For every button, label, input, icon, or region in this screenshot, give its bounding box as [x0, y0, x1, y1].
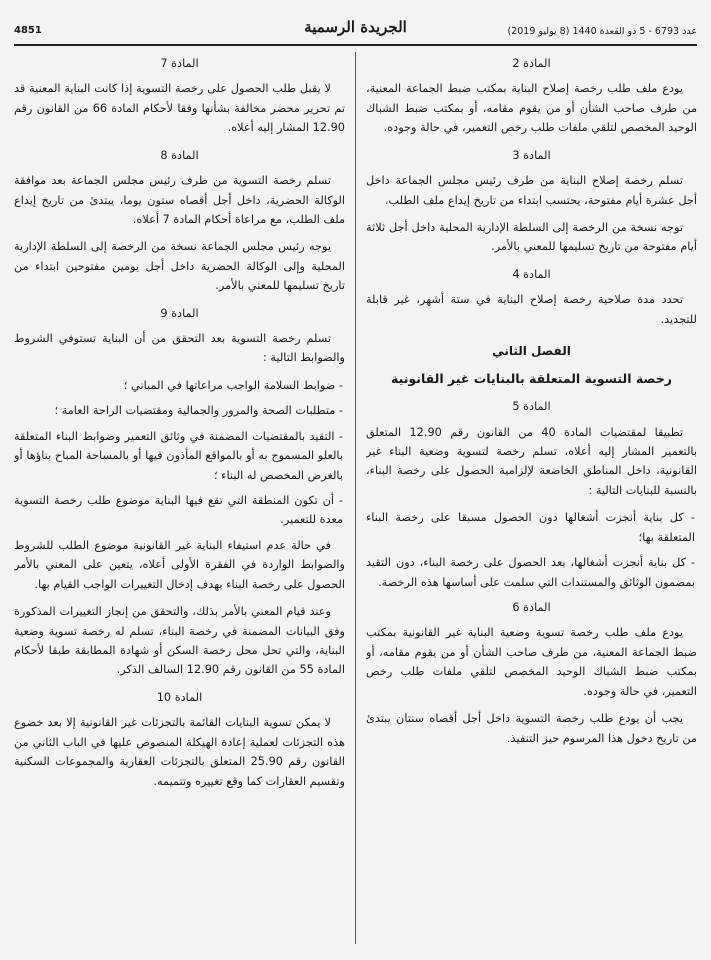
article-10-title: المادة 10 [156, 690, 203, 704]
article-3-text-2: توجه نسخة من الرخصة إلى السلطة الإدارية المحلية داخل أجل ثلاثة أيام مفتوحة من تاريخ تسليمها للمعني بالأمر. [366, 220, 697, 254]
journal-title: الجريدة الرسمية [304, 18, 407, 36]
page-number: 4851 [14, 25, 42, 36]
article-3-text-1: تسلم رخصة إصلاح البناية من طرف رئيس مجلس الجماعة داخل أجل عشرة أيام مفتوحة، يحتسب ابتداء من تاريخ إيداع ملف الطلب. [366, 174, 697, 207]
article-10-text: لا يمكن تسوية البنايات القائمة بالتجزئات غير القانونية إلا بعد خضوع هذه التجزئات لعملية إعادة الهيكلة المنصوص عليها في الباب الثاني من القانون رقم 25.90 المتعلق بالتجزئات العقارية والمجموعات السكنية وتقسيم العقارات كما وقع تغييره وتتميمه. [14, 716, 345, 788]
article-7-title: المادة 7 [160, 57, 199, 70]
article-2-text: يودع ملف طلب رخصة إصلاح البناية بمكتب ضبط الجماعة المعنية، من طرف صاحب الشأن أو من يقوم مقامه، أو بمكتب ضبط الشباك الوحيد المخصص لتلقي ملفات طلب رخص التعمير، في حالة وجوده. [366, 82, 697, 135]
article-7-text: لا يقبل طلب الحصول على رخصة التسوية إذا كانت البناية المعنية قد تم تحرير محضر مخالفة بشأنها وفقا لأحكام المادة 66 من القانون رقم 12.90 المشار إليه أعلاه. [14, 82, 345, 135]
column-divider [355, 52, 356, 944]
article-9-text-2: في حالة عدم استيفاء البناية غير القانونية موضوع الطلب للشروط والضوابط الواردة في الفقرة الأولى أعلاه، يتعين على المعني بالأمر الحصول على رخصة البناء بهدف إدخال التغييرات الواجب القيام بها. [14, 538, 345, 591]
article-5-title: المادة 5 [512, 400, 551, 414]
chapter-title: رخصة التسوية المتعلقة بالبنايات غير القانونية [391, 370, 672, 386]
article-6-title: المادة 6 [512, 600, 551, 614]
article-9-text-3: وعند قيام المعني بالأمر بذلك، والتحقق من إنجاز التغييرات المذكورة وفق البيانات المضمنة في رخصة البناء، تسلم له رخصة تسوية وضعية البناية، والتي تحل محل رخصة السكن أو شهادة المطابقة طبقا لأحكام المادة 55 من القانون رقم 12.90 السالف الذكر. [14, 605, 345, 677]
article-4-title: المادة 4 [512, 267, 551, 281]
chapter-heading: الفصل الثاني [492, 344, 571, 359]
article-8-text-2: يوجه رئيس مجلس الجماعة نسخة من الرخصة إلى السلطة الإدارية المحلية وإلى الوكالة الحضرية داخل أجل يومين مفتوحين ابتداء من تاريخ تسليمها للمعني بالأمر. [14, 240, 345, 293]
article-6-text-2: يجب أن يودع طلب رخصة التسوية داخل أجل أقصاه سنتان يبتدئ من تاريخ دخول هذا المرسوم حيز التنفيذ. [366, 712, 697, 745]
article-9-text-1: تسلم رخصة التسوية بعد التحقق من أن البناية تستوفي الشروط والضوابط التالية : [14, 332, 345, 365]
right-column [366, 52, 697, 950]
article-3-title: المادة 3 [512, 148, 551, 162]
article-9-bullet-1: - ضوابط السلامة الواجب مراعاتها في المباني ؛ [123, 378, 343, 392]
article-8-text-1: تسلم رخصة التسوية من طرف رئيس مجلس الجماعة بعد موافقة الوكالة الحضرية، داخل أجل أقصاه ستون يوما، يبتدئ من تاريخ إيداع ملف الطلب، مع مراعاة أحكام المادة 7 أعلاه. [14, 174, 345, 226]
article-9-bullet-3: - التقيد بالمقتضيات المضمنة في وثائق التعمير وضوابط البناء المتعلقة بالعلو المسموح به أو بالمواقع المأذون فيها أو بالمساحة المباح بناؤها أو بالغرض المخصص له البناء ؛ [14, 429, 343, 482]
article-4-text: تحدد مدة صلاحية رخصة إصلاح البناية في ستة أشهر، غير قابلة للتجديد. [366, 293, 697, 326]
article-5-text: تطبيقا لمقتضيات المادة 40 من القانون رقم 12.90 المتعلق بالتعمير المشار إليه أعلاه، تسلم رخصة لتسوية وضعية البناء غير القانونية، داخل المناطق الخاضعة لإلزامية الحصول على رخصة البناء، بالنسبة للبنايات التالية : [366, 425, 697, 497]
article-9-bullet-2: - متطلبات الصحة والمرور والجمالية ومقتضيات الراحة العامة ؛ [54, 404, 343, 418]
article-5-bullet-1: - كل بناية أنجزت أشغالها دون الحصول مسبقا على رخصة البناء المتعلقة بها؛ [366, 511, 695, 544]
article-9-title: المادة 9 [160, 306, 199, 320]
article-6-text-1: يودع ملف طلب رخصة تسوية وضعية البناية غير القانونية بمكتب ضبط الجماعة المعنية، من طرف صاحب الشأن أو من يقوم مقامه، أو بمكتب ضبط الشباك الوحيد المخصص لتلقي ملفات طلب رخص التعمير، في حالة وجوده. [366, 626, 697, 698]
left-column [14, 52, 345, 950]
page-header [14, 18, 697, 46]
issue-info: عدد 6793 - 5 ذو القعدة 1440 (8 يوليو 2019) [507, 26, 697, 37]
article-9-bullet-4: - أن تكون المنطقة التي تقع فيها البناية موضوع طلب رخصة التسوية معدة للتعمير. [14, 494, 343, 527]
article-5-bullet-2: - كل بناية أنجزت أشغالها، بعد الحصول على رخصة البناء، دون التقيد بمضمون الوثائق والمستندات التي سلمت على أساسها هذه الرخصة. [366, 556, 695, 589]
article-2-title: المادة 2 [512, 57, 551, 70]
article-8-title: المادة 8 [160, 148, 199, 162]
